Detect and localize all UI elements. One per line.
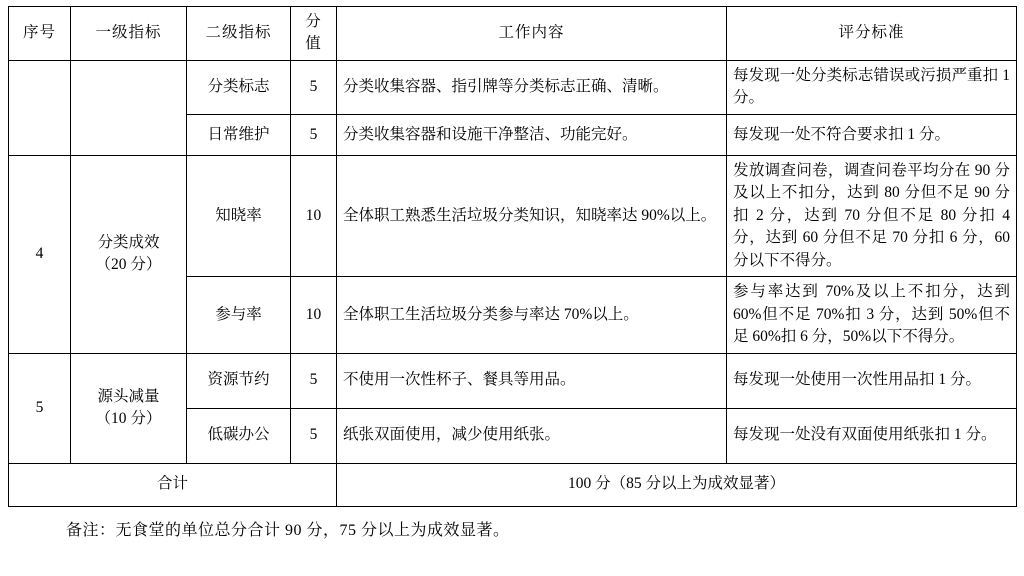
primary-indicator-score: （10 分） [95, 410, 162, 428]
cell-work-content: 分类收集容器、指引牌等分类标志正确、清晰。 [337, 60, 727, 114]
cell-criteria: 每发现一处使用一次性用品扣 1 分。 [727, 353, 1017, 408]
cell-score: 5 [291, 408, 337, 463]
header-cell-primary-indicator: 一级指标 [71, 7, 187, 61]
cell-score: 5 [291, 353, 337, 408]
cell-primary-indicator [71, 353, 187, 463]
remark-note: 备注：无食堂的单位总分合计 90 分，75 分以上为成效显著。 [66, 521, 510, 539]
cell-score: 10 [291, 277, 337, 353]
header-score-line1: 分 [305, 13, 322, 30]
cell-work-content: 分类收集容器和设施干净整洁、功能完好。 [337, 114, 727, 155]
cell-secondary-indicator: 参与率 [187, 277, 291, 353]
primary-indicator-name: 分类成效 [97, 233, 160, 251]
table-header-row [9, 7, 1017, 61]
cell-criteria: 发放调查问卷，调查问卷平均分在 90 分及以上不扣分，达到 80 分但不足 90 分扣 2 分，达到 70 分但不足 80 分扣 4 分，达到 60 分但不足 70 分扣 6 分，60 分以下不得分。 [727, 155, 1017, 276]
primary-indicator-score: （20 分） [95, 256, 162, 274]
cell-primary-indicator [71, 155, 187, 353]
header-cell-criteria: 评分标准 [727, 7, 1017, 61]
header-cell-work-content: 工作内容 [337, 7, 727, 61]
cell-secondary-indicator: 分类标志 [187, 60, 291, 114]
table-total-row [9, 463, 1017, 506]
cell-criteria: 参与率达到 70%及以上不扣分，达到 60%但不足 70%扣 3 分，达到 50%但不足 60%扣 6 分，50%以下不得分。 [727, 277, 1017, 353]
cell-secondary-indicator: 日常维护 [187, 114, 291, 155]
cell-seq: 5 [9, 353, 71, 463]
cell-criteria: 每发现一处不符合要求扣 1 分。 [727, 114, 1017, 155]
cell-work-content: 纸张双面使用，减少使用纸张。 [337, 408, 727, 463]
cell-work-content: 全体职工熟悉生活垃圾分类知识，知晓率达 90%以上。 [337, 155, 727, 276]
cell-work-content: 不使用一次性杯子、餐具等用品。 [337, 353, 727, 408]
cell-criteria: 每发现一处没有双面使用纸张扣 1 分。 [727, 408, 1017, 463]
cell-criteria: 每发现一处分类标志错误或污损严重扣 1 分。 [727, 60, 1017, 114]
header-cell-score [291, 7, 337, 61]
total-value: 100 分（85 分以上为成效显著） [337, 463, 1017, 506]
header-cell-seq: 序号 [9, 7, 71, 61]
cell-secondary-indicator: 资源节约 [187, 353, 291, 408]
cell-score: 5 [291, 60, 337, 114]
cell-score: 10 [291, 155, 337, 276]
scoring-criteria-table [8, 6, 1017, 507]
cell-seq: 4 [9, 155, 71, 353]
table-row [9, 353, 1017, 408]
cell-work-content: 全体职工生活垃圾分类参与率达 70%以上。 [337, 277, 727, 353]
cell-secondary-indicator: 知晓率 [187, 155, 291, 276]
cell-seq-blank-top [9, 60, 71, 155]
cell-primary-blank-top [71, 60, 187, 155]
header-score-line2: 值 [305, 35, 322, 53]
cell-score: 5 [291, 114, 337, 155]
table-row [9, 60, 1017, 114]
total-label: 合计 [9, 463, 337, 506]
header-cell-secondary-indicator: 二级指标 [187, 7, 291, 61]
table-row [9, 155, 1017, 276]
primary-indicator-name: 源头减量 [97, 387, 160, 405]
cell-secondary-indicator: 低碳办公 [187, 408, 291, 463]
